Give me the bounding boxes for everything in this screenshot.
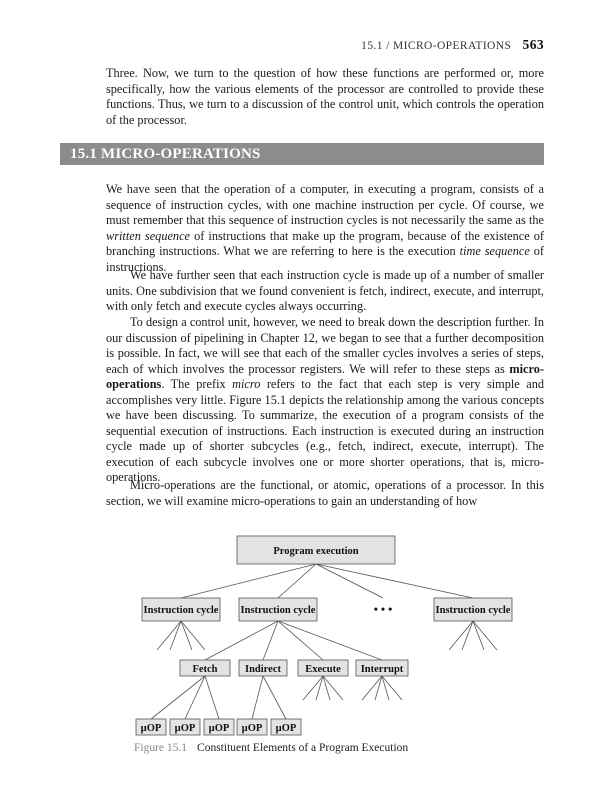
- figure-caption-text: Constituent Elements of a Program Execution: [197, 742, 409, 754]
- micro-op-label: µOP: [208, 723, 230, 734]
- micro-op-label: µOP: [140, 723, 162, 734]
- micro-op-box-1: [136, 719, 166, 735]
- instruction-cycle-box-3: [434, 598, 512, 621]
- figure-label: Figure 15.1: [134, 742, 188, 754]
- p1-emphasis-time-sequence: time sequence: [459, 244, 530, 258]
- program-execution-label: Program execution: [273, 546, 359, 557]
- connector-lines: [151, 564, 497, 719]
- p1-text-b: of instructions that make up the program, because of the existence of branching instructions. What we are referring to here is the execution: [106, 228, 544, 258]
- p1-emphasis-written-sequence: written sequence: [106, 228, 190, 243]
- p3-emphasis-micro: micro: [232, 377, 261, 391]
- instruction-cycle-label: Instruction cycle: [143, 605, 219, 616]
- fetch-label: Fetch: [192, 664, 218, 675]
- p3-term-micro-operations: micro-operations: [106, 361, 544, 391]
- paragraph-2: We have further seen that each instruction cycle is made up of a number of smaller units. One subdivision that we found convenient is fetch, indirect, execute, and interrupt, with only fetch and execute cycles always occurring.: [106, 268, 544, 313]
- micro-op-label: µOP: [174, 723, 196, 734]
- ellipsis: • • •: [373, 602, 393, 616]
- intro-paragraph: Three. Now, we turn to the question of how these functions are performed or, more specifically, how the various elements of the processor are controlled to provide these functions. Thus, we turn to a discussion of the control unit, which controls the operation of the processor.: [106, 66, 544, 127]
- section-heading: 15.1 MICRO-OPERATIONS: [60, 143, 544, 165]
- micro-op-box-3: [204, 719, 234, 735]
- indirect-box: [239, 660, 287, 676]
- execute-box: [298, 660, 348, 676]
- p1-text-a: We have seen that the operation of a computer, in executing a program, consists of a sequence of instruction cycles, with one machine instruction per cycle. Of course, we must remember that this sequence of instruction cycles is not necessarily the same as the: [106, 182, 544, 227]
- running-title: 15.1 / MICRO-OPERATIONS: [361, 40, 512, 52]
- micro-op-box-5: [271, 719, 301, 735]
- paragraph-4: Micro-operations are the functional, or atomic, operations of a processor. In this section, we will examine micro-operations to gain an understanding of how: [106, 478, 544, 508]
- p3-text-c: refers to the fact that each step is very simple and accomplishes very little. Figure 15.1 depicts the relationship among the various concepts we have been discussing. To summarize, the execution of a program consists of the sequential execution of instructions. Each instruction is executed during an instruction cycle made up of shorter subcycles (e.g., fetch, indirect, execute, interrupt). The execution of each subcycle involves one or more shorter operations, that is, micro-operations.: [106, 377, 544, 484]
- program-execution-box: [237, 536, 395, 564]
- interrupt-box: [356, 660, 408, 676]
- p1-text-c: of instructions.: [106, 244, 544, 274]
- p3-text-b: . The prefix: [161, 377, 233, 391]
- instruction-cycle-label: Instruction cycle: [240, 605, 316, 616]
- p3-text-a: To design a control unit, however, we need to break down the description further. In our discussion of pipelining in Chapter 12, we began to see that a further decomposition is possible. In fact, we will see that each of the smaller cycles involves a series of steps, each of which involves the processor registers. We will refer to these steps as: [106, 315, 544, 376]
- fetch-box: [180, 660, 230, 676]
- indirect-label: Indirect: [245, 664, 281, 675]
- execute-label: Execute: [305, 664, 341, 675]
- page-number: 563: [522, 37, 544, 52]
- instruction-cycle-box-1: [142, 598, 220, 621]
- micro-op-label: µOP: [241, 723, 263, 734]
- interrupt-label: Interrupt: [360, 664, 404, 675]
- micro-op-box-2: [170, 719, 200, 735]
- instruction-cycle-label: Instruction cycle: [435, 605, 511, 616]
- micro-op-label: µOP: [275, 723, 297, 734]
- instruction-cycle-box-2: [239, 598, 317, 621]
- figure-caption: [134, 742, 408, 754]
- micro-op-box-4: [237, 719, 267, 735]
